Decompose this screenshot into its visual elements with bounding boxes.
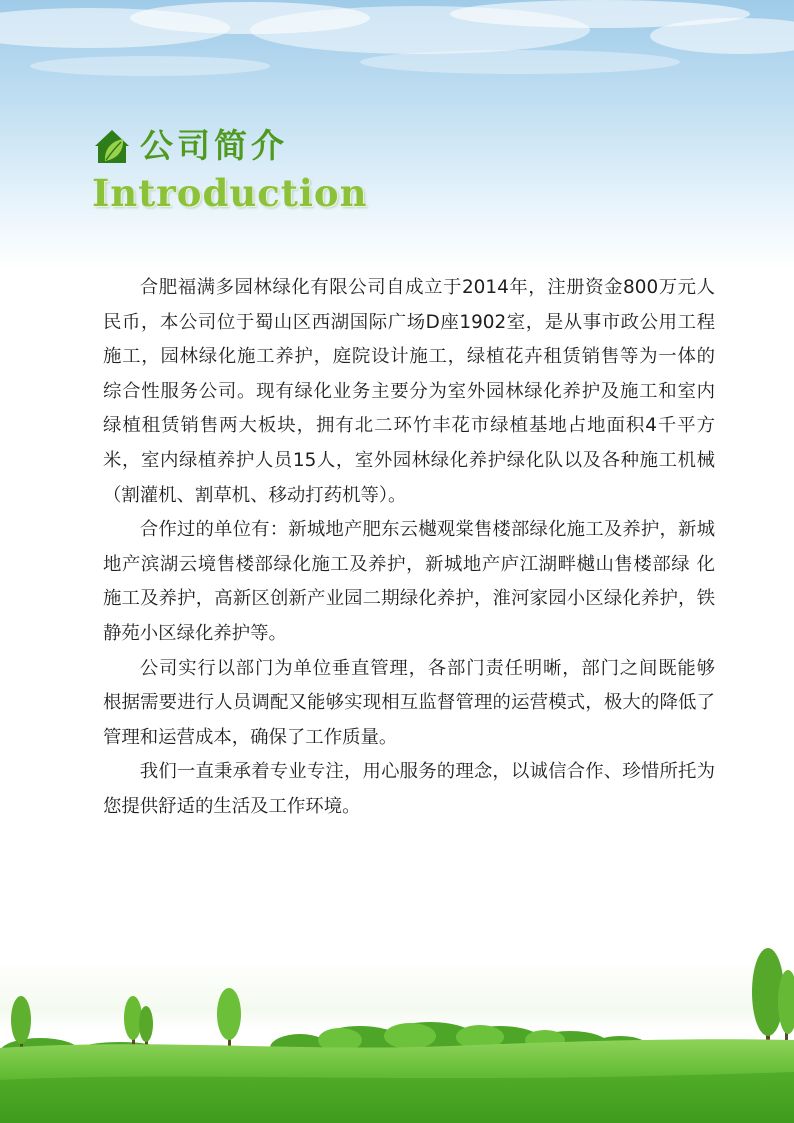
- introduction-text: [103, 271, 715, 825]
- paragraph-management: 公司实行以部门为单位垂直管理，各部门责任明晰，部门之间既能够 根据需要进行人员调配又能够实现相互监督管理的运营模式，极大的降低了管理和运营成本，确保了工作质量。: [103, 657, 715, 748]
- grass-tree-landscape: [0, 940, 794, 1123]
- leaf-house-icon: [92, 126, 132, 166]
- page-title-english: Introduction: [92, 171, 368, 215]
- paragraph-company-overview: 合肥福满多园林绿化有限公司自成立于2014年，注册资金800万元人 民币，本公司位于蜀山区西湖国际广场D座1902室，是从事市政公用工程 施工，园林绿化施工养护，庭院设计施工，绿植花卉租赁销售等为一体的 综合性服务公司。现有绿化业务主要分为室外园林绿化养护及施工和室内 绿植租赁销售两大板块，拥有北二环竹丰花市绿植基地占地面积4千平方 米，室内绿植养护人员15人，室外园林绿化养护绿化队以及各种施工机械（割灌机、割草机、移动打药机等）。: [103, 277, 715, 506]
- page-title-chinese: 公司简介: [140, 126, 288, 165]
- paragraph-partners: 合作过的单位有：新城地产肥东云樾观棠售楼部绿化施工及养护，新城地产滨湖云境售楼部绿化施工及养护，新城地产庐江湖畔樾山售楼部绿 化施工及养护，高新区创新产业园二期绿化养护，淮河家园小区绿化养护，铁静苑小区绿化养护等。: [103, 519, 715, 644]
- paragraph-philosophy: 我们一直秉承着专业专注，用心服务的理念，以诚信合作、珍惜所托为您提供舒适的生活及工作环境。: [103, 761, 715, 817]
- title-block: [92, 120, 422, 220]
